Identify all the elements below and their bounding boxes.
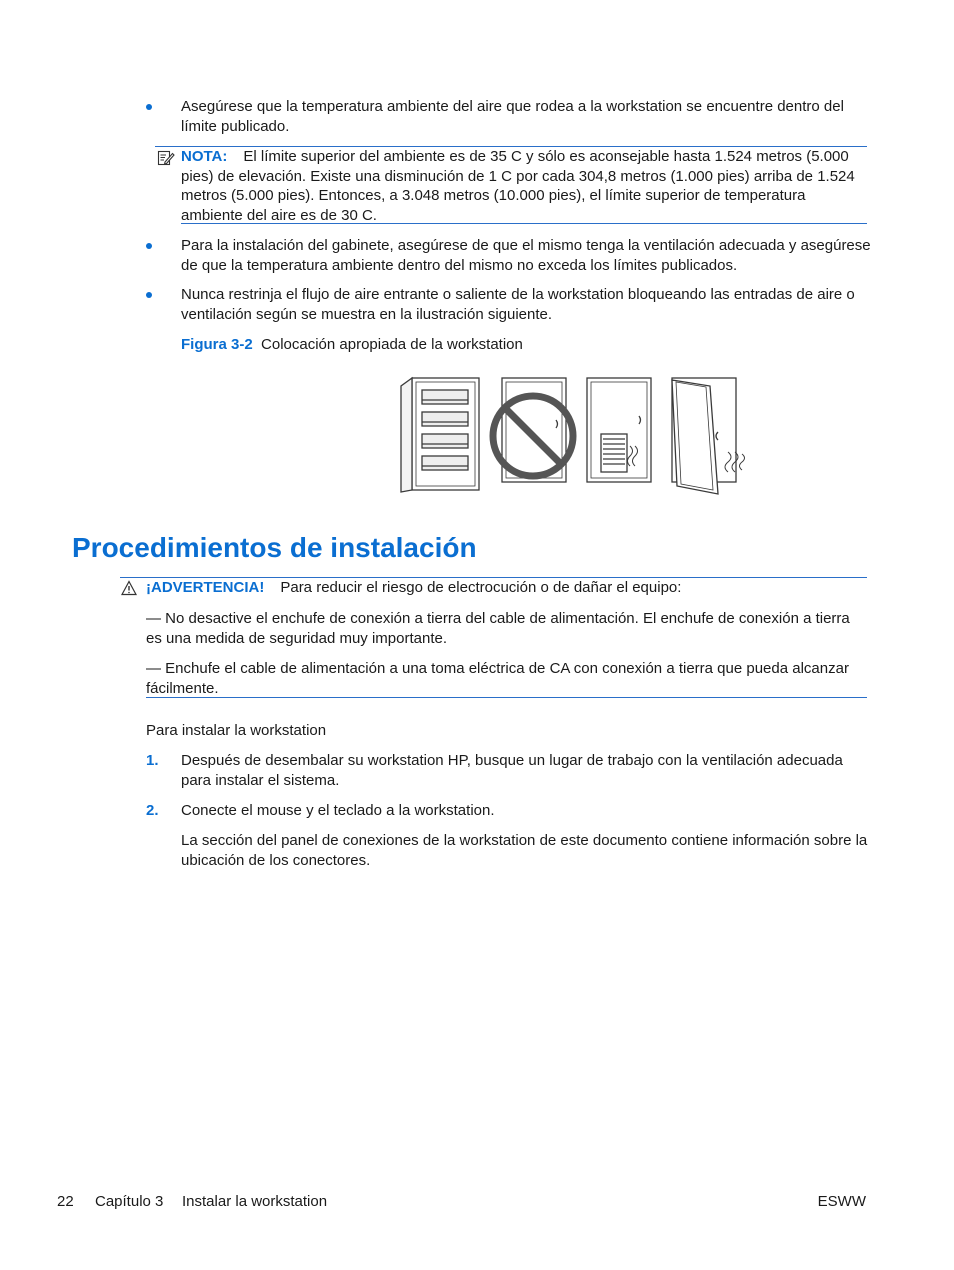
note-icon [157, 149, 175, 167]
warning-label: ¡ADVERTENCIA! [146, 579, 265, 596]
step-number-2: 2. [146, 802, 159, 819]
step-text-2: Conecte el mouse y el teclado a la workstation. [181, 802, 495, 819]
warning-item-1: — No desactive el enchufe de conexión a tierra del cable de alimentación. El enchufe de conexión a tierra es una medida de seguridad muy importante. [146, 610, 850, 647]
bullet-text-3: Nunca restrinja el flujo de aire entrante o saliente de la workstation bloqueando las entradas de aire o ventilación según se muestra en la ilustración siguiente. [181, 286, 855, 323]
step-text-1: Después de desembalar su workstation HP, busque un lugar de trabajo con la ventilación adecuada para instalar el sistema. [181, 752, 843, 789]
workstation-placement-figure [392, 372, 754, 500]
warning-bottom-rule [146, 697, 867, 698]
note-text: El límite superior del ambiente es de 35 C y sólo es aconsejable hasta 1.524 metros (5.000 pies) de elevación. Existe una disminución de 1 C por cada 304,8 metros (1.000 pies) arriba de 1.524 metros (5.000 pies). Entonces, a 3.048 metros (10.000 pies), el límite superior de temperatura ambiente del aire es de 30 C. [181, 148, 855, 224]
bullet-marker [146, 104, 152, 110]
step-number-1: 1. [146, 752, 159, 769]
note-body [181, 147, 861, 225]
warning-text: Para reducir el riesgo de electrocución o de dañar el equipo: [280, 579, 682, 596]
figure-caption [181, 335, 523, 355]
bullet-marker [146, 292, 152, 298]
bullet-text-2: Para la instalación del gabinete, asegúrese de que el mismo tenga la ventilación adecuada y asegúrese de que la temperatura ambiente dentro del mismo no exceda los límites publicados. [181, 237, 871, 274]
footer-chapter-title: Instalar la workstation [182, 1193, 328, 1210]
closed-cabinet-prohibited-illustration [493, 378, 573, 482]
warning-header [146, 578, 866, 598]
bullet-marker [146, 243, 152, 249]
note-bottom-rule [181, 223, 867, 224]
footer-doc-code: ESWW [817, 1193, 866, 1210]
bullet-text-1: Asegúrese que la temperatura ambiente del aire que rodea a la workstation se encuentre dentro del límite publicado. [181, 98, 844, 135]
vented-cabinet-illustration [587, 378, 651, 482]
warning-triangle-icon [121, 580, 137, 596]
warning-item-2: — Enchufe el cable de alimentación a una toma eléctrica de CA con conexión a tierra que pueda alcanzar fácilmente. [146, 660, 849, 697]
note-label: NOTA: [181, 148, 228, 165]
step-2-detail: La sección del panel de conexiones de la workstation de este documento contiene información sobre la ubicación de los conectores. [181, 832, 868, 869]
figure-caption-text: Colocación apropiada de la workstation [261, 336, 523, 353]
cabinet-with-units-illustration [401, 378, 479, 492]
footer-page-number: 22 [57, 1193, 74, 1210]
procedure-intro: Para instalar la workstation [146, 722, 327, 739]
figure-label: Figura 3-2 [181, 336, 253, 353]
footer-chapter: Capítulo 3 [95, 1193, 164, 1210]
section-title: Procedimientos de instalación [72, 532, 477, 563]
open-door-cabinet-airflow-illustration [672, 378, 745, 494]
